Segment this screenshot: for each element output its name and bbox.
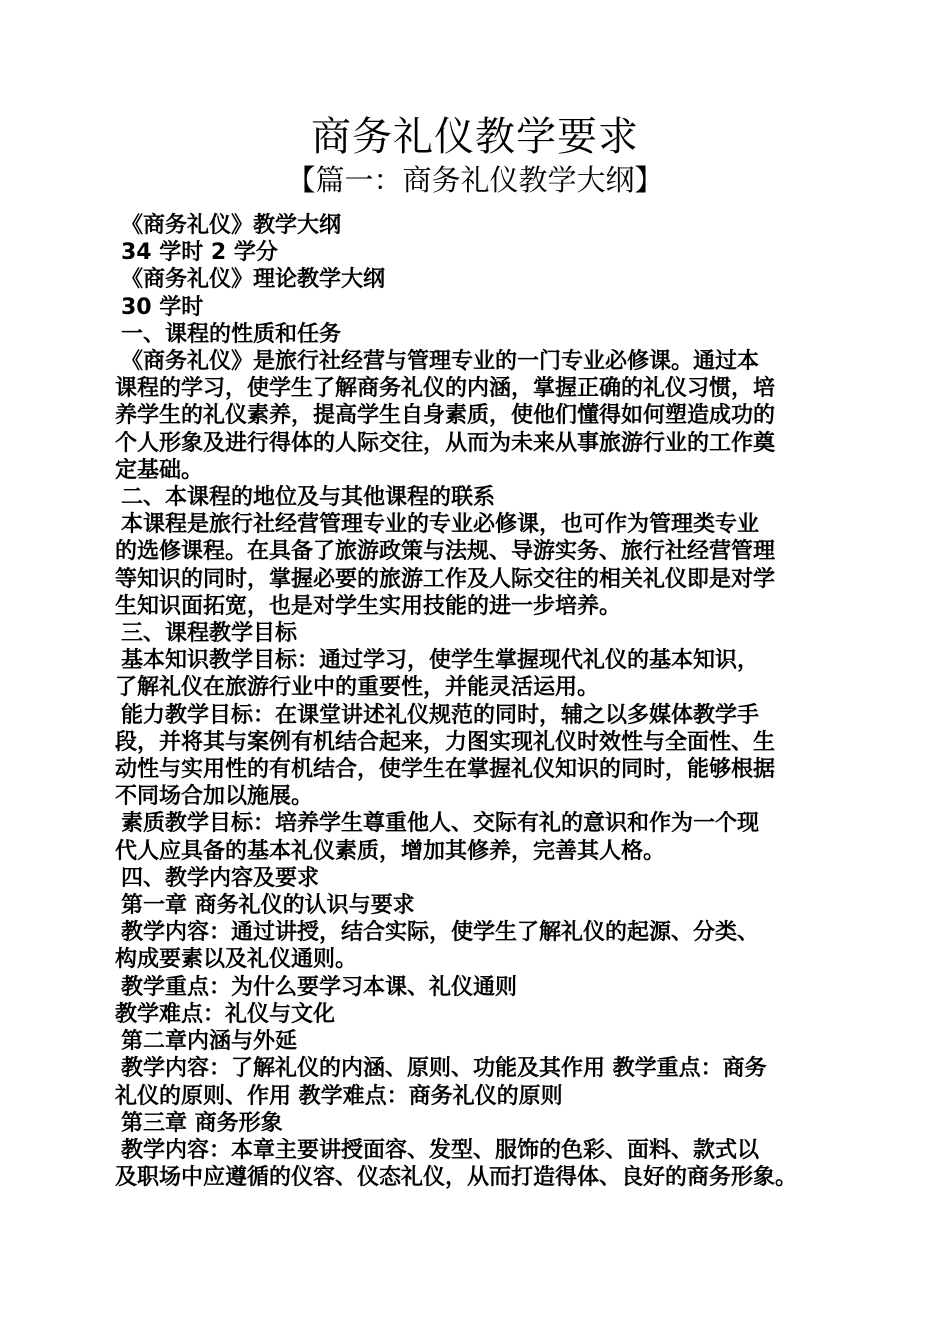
body-line: 第二章内涵与外延 <box>121 1029 298 1055</box>
document-body <box>115 212 845 1191</box>
body-line: 第一章 商务礼仪的认识与要求 <box>121 893 415 919</box>
body-line: 教学重点：为什么要学习本课、礼仪通则 <box>121 974 518 1000</box>
body-line: 四、教学内容及要求 <box>121 865 320 891</box>
body-line: 一、课程的性质和任务 <box>121 321 342 347</box>
body-line: 生知识面拓宽，也是对学生实用技能的进一步培养。 <box>115 593 622 619</box>
document-title: 商务礼仪教学要求 <box>311 114 639 160</box>
body-line: 了解礼仪在旅游行业中的重要性，并能灵活运用。 <box>115 675 600 701</box>
body-line: 《商务礼仪》是旅行社经营与管理专业的一门专业必修课。通过本 <box>121 349 760 375</box>
body-line: 《商务礼仪》教学大纲 <box>121 213 342 238</box>
body-line: 二、本课程的地位及与其他课程的联系 <box>121 485 496 511</box>
body-line: 30 学时 <box>121 294 204 320</box>
body-line: 教学内容：通过讲授，结合实际，使学生了解礼仪的起源、分类、 <box>121 920 760 946</box>
body-line: 代人应具备的基本礼仪素质，增加其修养，完善其人格。 <box>115 838 666 864</box>
body-line: 34 学时 2 学分 <box>121 240 278 266</box>
body-line: 教学内容：本章主要讲授面容、发型、服饰的色彩、面料、款式以 <box>121 1137 760 1163</box>
body-line: 三、课程教学目标 <box>121 621 298 647</box>
body-line: 构成要素以及礼仪通则。 <box>115 947 358 973</box>
body-line: 及职场中应遵循的仪容、仪态礼仪，从而打造得体、良好的商务形象。 <box>115 1165 798 1191</box>
body-line: 本课程是旅行社经营管理专业的专业必修课，也可作为管理类专业 <box>121 512 760 538</box>
body-line: 定基础。 <box>115 457 204 483</box>
body-line: 课程的学习，使学生了解商务礼仪的内涵，掌握正确的礼仪习惯，培 <box>115 376 776 402</box>
body-line: 段，并将其与案例有机结合起来，力图实现礼仪时效性与全面性、生 <box>115 729 776 755</box>
body-line: 能力教学目标：在课堂讲述礼仪规范的同时，辅之以多媒体教学手 <box>121 702 760 728</box>
body-line: 动性与实用性的有机结合，使学生在掌握礼仪知识的同时，能够根据 <box>115 757 776 783</box>
body-line: 不同场合加以施展。 <box>115 784 314 810</box>
body-line: 第三章 商务形象 <box>121 1110 283 1136</box>
body-line: 养学生的礼仪素养，提高学生自身素质，使他们懂得如何塑造成功的 <box>115 403 776 429</box>
body-line: 教学难点：礼仪与文化 <box>115 1001 336 1027</box>
body-line: 礼仪的原则、作用 教学难点：商务礼仪的原则 <box>115 1083 563 1109</box>
document-subtitle: 【篇一：商务礼仪教学大纲】 <box>286 163 664 197</box>
body-line: 教学内容：了解礼仪的内涵、原则、功能及其作用 教学重点：商务 <box>121 1056 767 1082</box>
body-line: 基本知识教学目标：通过学习，使学生掌握现代礼仪的基本知识， <box>121 648 760 674</box>
body-line: 等知识的同时，掌握必要的旅游工作及人际交往的相关礼仪即是对学 <box>115 566 776 592</box>
body-line: 的选修课程。在具备了旅游政策与法规、导游实务、旅行社经营管理 <box>115 539 776 565</box>
body-line: 素质教学目标：培养学生尊重他人、交际有礼的意识和作为一个现 <box>121 811 760 837</box>
body-line: 个人形象及进行得体的人际交往，从而为未来从事旅游行业的工作奠 <box>115 430 776 456</box>
body-line: 《商务礼仪》理论教学大纲 <box>121 267 386 293</box>
